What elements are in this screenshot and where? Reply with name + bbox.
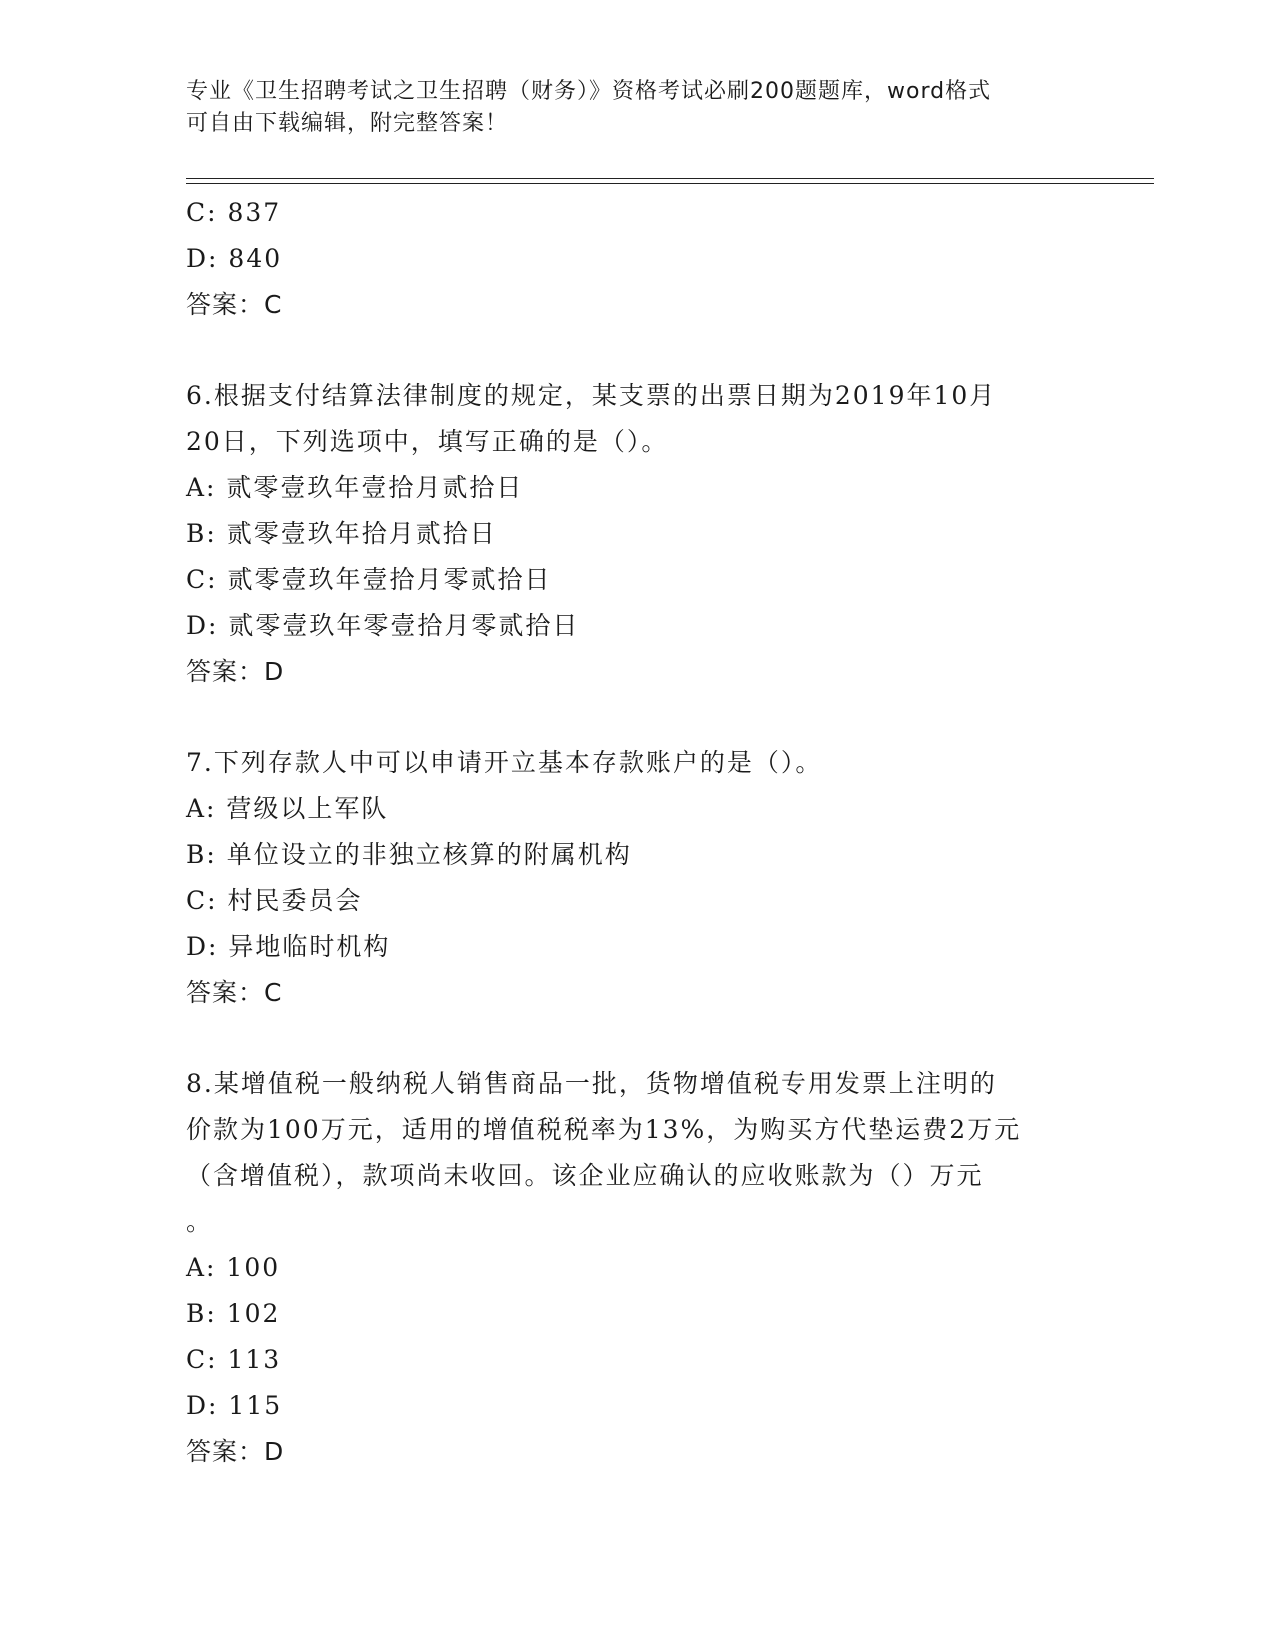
question-stem-line: 价款为100万元，适用的增值税税率为13%，为购买方代垫运费2万元 [186, 1115, 1022, 1144]
answer: 答案：C [186, 290, 283, 319]
question-stem-line: （含增值税），款项尚未收回。该企业应确认的应收账款为（）万元 [186, 1161, 984, 1190]
answer: 答案：D [186, 1437, 285, 1466]
option-d: D: 840 [186, 244, 283, 273]
option-d: D: 异地临时机构 [186, 932, 391, 961]
question-5 [186, 190, 1086, 328]
question-stem-line: 7.下列存款人中可以申请开立基本存款账户的是（）。 [186, 748, 823, 777]
question-content [186, 190, 1086, 1475]
option-d: D: 贰零壹玖年零壹拾月零贰拾日 [186, 611, 580, 640]
header-divider-bottom [186, 183, 1154, 184]
answer: 答案：D [186, 657, 285, 686]
option-a: A: 营级以上军队 [186, 794, 389, 823]
option-c: C: 113 [186, 1345, 282, 1374]
option-c: C: 村民委员会 [186, 886, 363, 915]
question-6 [186, 373, 1086, 695]
header-divider-top [186, 178, 1154, 179]
option-b: B: 贰零壹玖年拾月贰拾日 [186, 519, 497, 548]
question-8 [186, 1061, 1086, 1475]
answer: 答案：C [186, 978, 283, 1007]
question-stem-line: 。 [186, 1207, 214, 1236]
option-c: C: 贰零壹玖年壹拾月零贰拾日 [186, 565, 552, 594]
header-line-1: 专业《卫生招聘考试之卫生招聘（财务）》资格考试必刷200题题库，word格式 [186, 79, 992, 104]
question-stem-line: 6.根据支付结算法律制度的规定，某支票的出票日期为2019年10月 [186, 381, 997, 410]
header-line-2: 可自由下载编辑，附完整答案！ [186, 111, 509, 136]
question-7 [186, 740, 1086, 1016]
option-a: A: 100 [186, 1253, 281, 1282]
document-header [186, 76, 1066, 140]
option-d: D: 115 [186, 1391, 283, 1420]
question-stem-line: 20日，下列选项中，填写正确的是（）。 [186, 427, 669, 456]
option-a: A: 贰零壹玖年壹拾月贰拾日 [186, 473, 524, 502]
option-c: C: 837 [186, 198, 282, 227]
option-b: B: 102 [186, 1299, 281, 1328]
option-b: B: 单位设立的非独立核算的附属机构 [186, 840, 632, 869]
question-stem-line: 8.某增值税一般纳税人销售商品一批，货物增值税专用发票上注明的 [186, 1069, 997, 1098]
